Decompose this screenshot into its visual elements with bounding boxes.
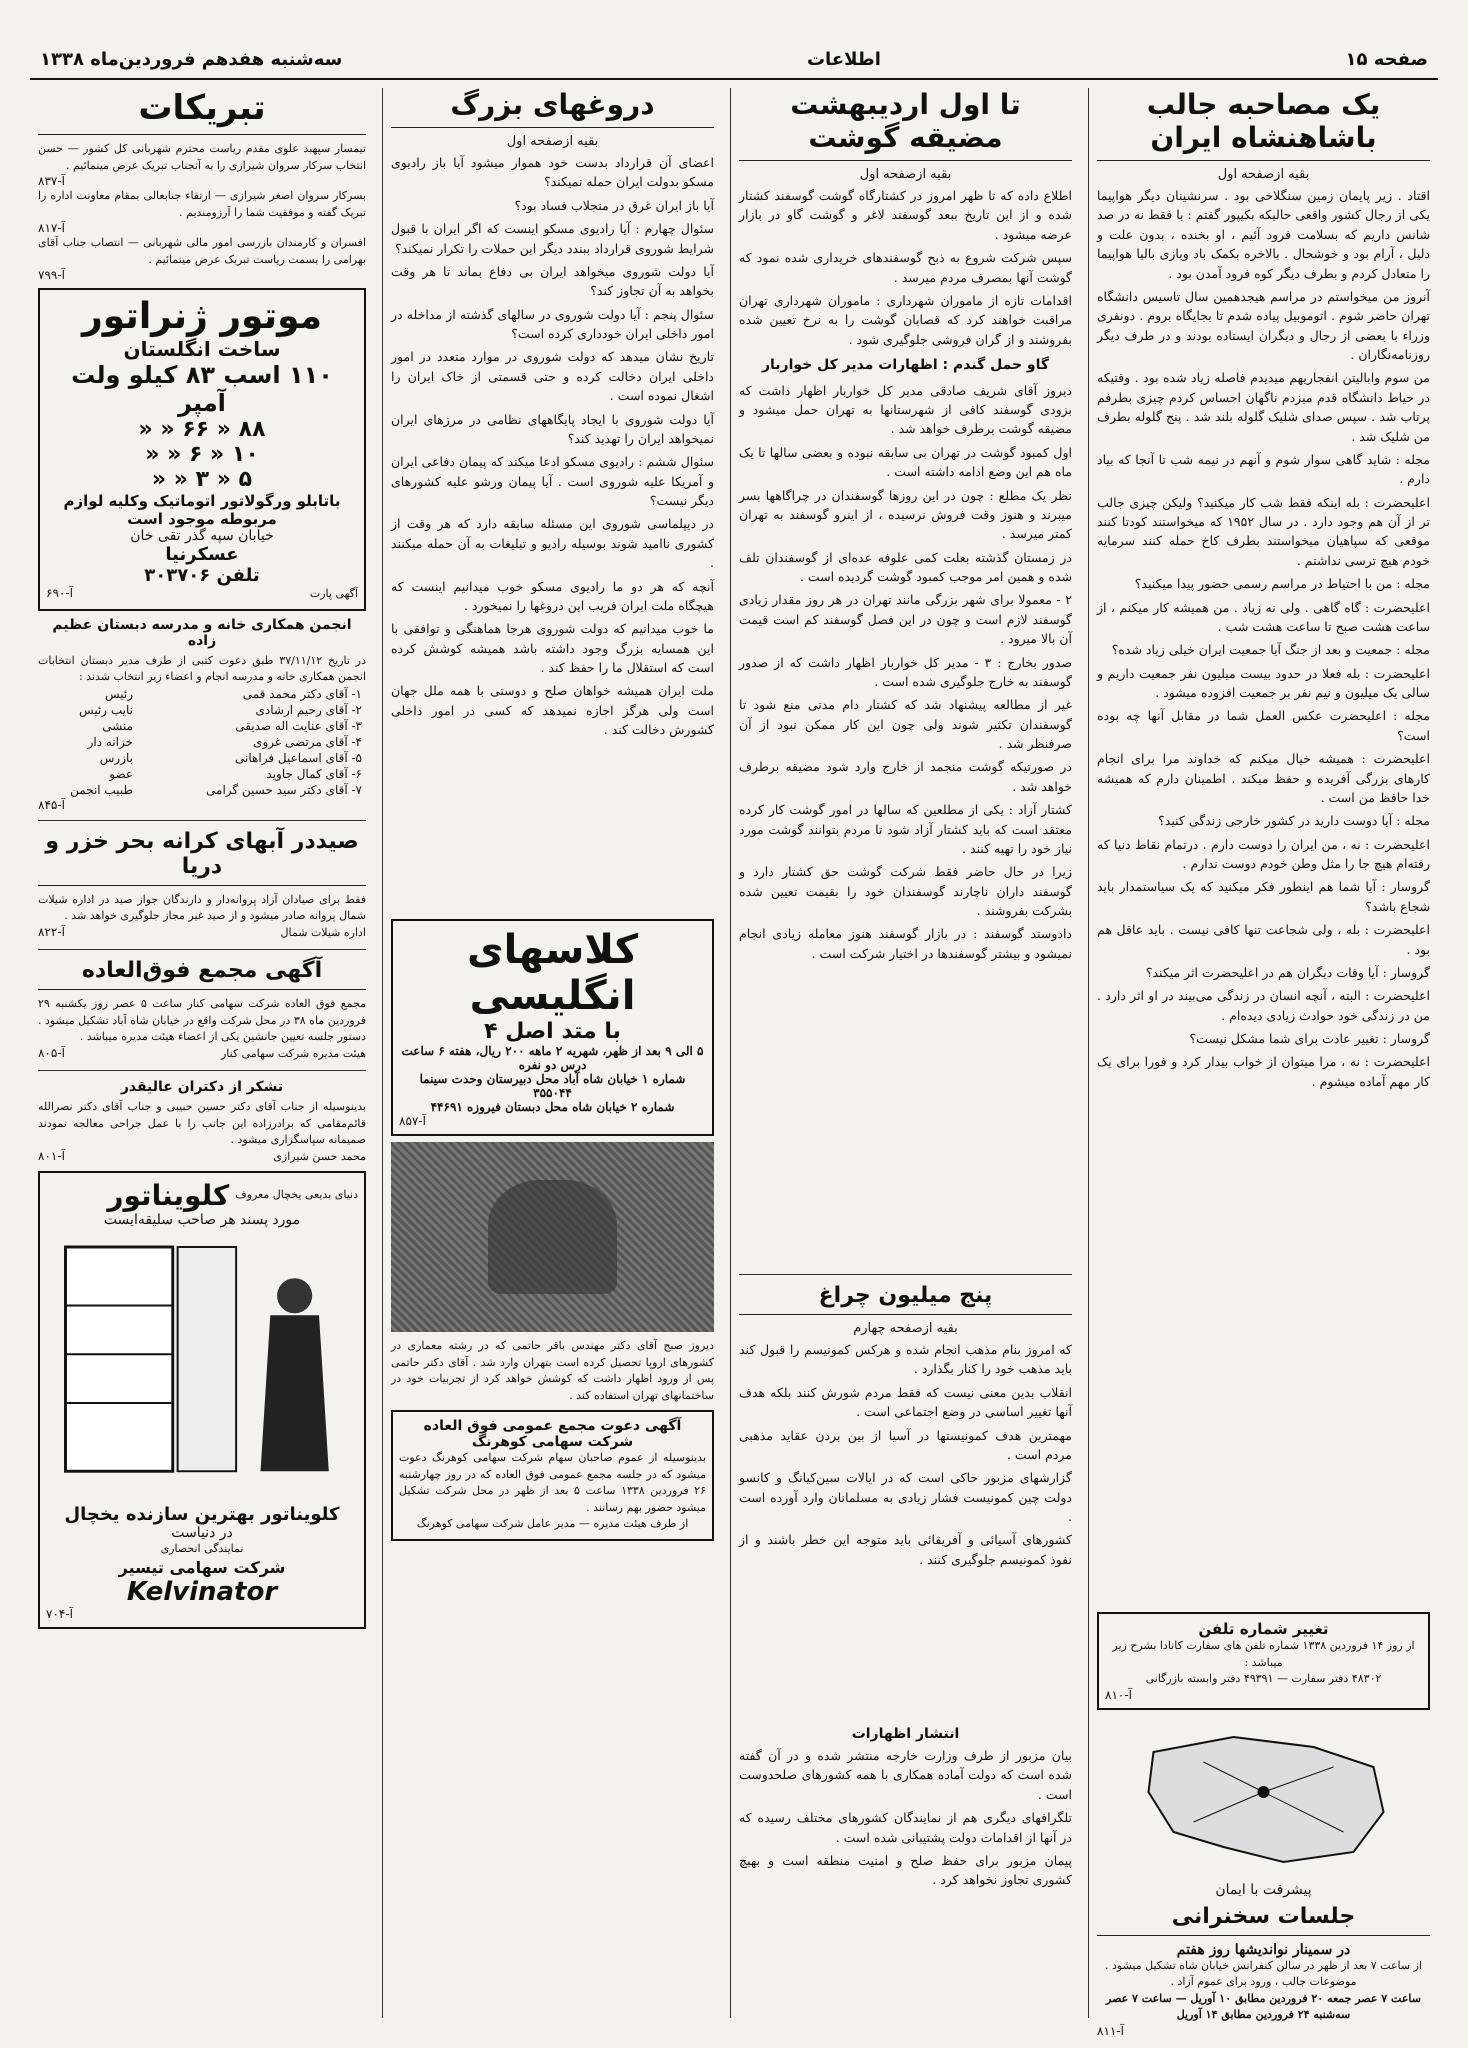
paragraph: بیان مزبور از طرف وزارت خارجه منتشر شده و در آن گفته شده است که دولت آماده همکاری با همه کشورهای صلحدوست است . xyxy=(739,1748,1072,1802)
refrigerator-illustration xyxy=(46,1234,358,1494)
paragraph: در زمستان گذشته بعلت کمی علوفه عده‌ای از گوسفندان تلف شده و همین امر موجب کمبود گوشت گردیده است . xyxy=(739,549,1072,585)
member-role: نایب رئیس xyxy=(79,702,134,717)
column-big-lies xyxy=(382,88,722,2018)
paragraph: گزارشهای مزبور حاکی است که در ایالات سین‌کیانگ و کانسو دولت چین کمونیست فشار زیادی به مسلمانان وارد آورده است . xyxy=(739,1470,1072,1524)
interview-kicker: بقیه ازصفحه اول xyxy=(1217,167,1310,182)
paragraph: مجله : اعلیحضرت عکس العمل شما در مقابل آنها چه بوده است؟ xyxy=(1097,708,1430,743)
map-caption: پیشرفت با ایمان xyxy=(1215,1881,1312,1898)
spec-row: ۱۰ « ۶ « « xyxy=(145,442,259,467)
paragraph: پیمان مزبور برای حفظ صلح و امنیت منطقه است و بهیچ کشوری تجاوز نخواهد کرد . xyxy=(739,1852,1072,1888)
table-row xyxy=(38,750,366,766)
paragraph: ما خوب میدانیم که دولت شوروی هرجا هماهنگی و توافقی با این همسایه بزرگ وجود داشته باشد همیشه کوشش کرده است که استقلال ما را حفظ کند . xyxy=(391,621,714,675)
fridge-body xyxy=(66,1247,173,1471)
photo-caption: دیروز صبح آقای دکتر مهندس باقر حاتمی که در رشته معماری در کشورهای اروپا تحصیل کرده است بتهران وارد شد . آقای دکتر حاتمی پس از ورود اظهار داشت که کوشش خواهد کرد از تجربیات خود در ساختمانهای تهران استفاده کند . xyxy=(391,1339,714,1402)
spec-row: ۱۱۰ اسب ۸۳ کیلو ولت آمپر xyxy=(71,361,333,417)
ad-subtitle: با متد اصل ۴ xyxy=(484,1019,621,1044)
paragraph: مجله : شاید گاهی سوار شوم و آنهم در نیمه شب تا آنجا که بیاد دارم . xyxy=(1097,451,1430,487)
paragraph: اعلیحضرت : بله اینکه فقط شب کار میکنید؟ ولیکن چیزی جالب تر از آن هم وجود دارد . در سال ۱۹۵۲ که میخواستند کودتا کنند موقعی که سپاهیان میخواستند بطرف کاخ حمله کنند سرمایه خودم هیچ ترسی نداشتم . xyxy=(1097,494,1430,568)
paragraph: در دیپلماسی شوروی این مسئله سابقه دارد که هر وقت از کشوری ناامید شوند بوسیله رادیو و تبلیغات به آن حمله میکنند . xyxy=(391,516,714,571)
divider xyxy=(38,949,366,950)
member-role: خزانه دار xyxy=(87,734,134,749)
paragraph: آنروز من میخواستم در مراسم هیجدهمین سال تاسیس دانشگاه تهران حاضر شوم . اتوموبیل پیاده شدم تا بجایگاه بروم . دونفری وزراء با بعضی از رجال و دیگران ایستاده بودند و در طرف دیگر روزنامه‌نگاران . xyxy=(1097,288,1430,362)
member-name: ۶- آقای کمال جاوید xyxy=(266,766,362,781)
divider xyxy=(38,1070,366,1071)
lies-body xyxy=(391,153,714,913)
phone-change-notice xyxy=(1097,1612,1430,1710)
paragraph: سئوال چهارم : آیا رادیوی مسکو اینست که اگر ایران با قبول شرایط شوروی قرارداد ببندد دیگر این حملات را تکرار نمیکند؟ xyxy=(391,221,714,256)
paper-name: اطلاعات xyxy=(806,48,881,70)
column-ads xyxy=(30,88,374,2018)
ad-code: آ-۸۵۷ xyxy=(399,1114,427,1128)
lamps-headline: پنج میلیون چراغ xyxy=(739,1283,1072,1315)
meeting-title: آگهی مجمع فوق‌العاده xyxy=(38,958,366,990)
school-title: انجمن همکاری خانه و مدرسه دبستان عظیم زاده xyxy=(52,616,352,649)
paragraph: آیا باز ایران غرق در منجلاب فساد بود؟ xyxy=(514,197,714,213)
meeting-sign: هیئت مدیره شرکت سهامی کنار xyxy=(220,1046,366,1060)
fridge-agent: نمایندگی انحصاری xyxy=(160,1542,244,1555)
member-role: رئیس xyxy=(104,686,134,701)
lies-headline: دروغهای بزرگ xyxy=(391,88,714,128)
paragraph: گروسار : تغییر عادت برای شما مشکل نیست؟ xyxy=(1189,1031,1430,1046)
greeting: بسرکار سروان اصغر شیرازی — ارتقاء جنابعالی بمقام معاونت اداره را تبریک گفته و موفقیت شما را آرزومندیم . xyxy=(38,189,366,219)
paragraph: اقدامات تازه از ماموران شهرداری : ماموران شهرداری تهران مراقبت خواهند کرد که قصابان گوشت را به نرخ تعیین شده بفروشند و از گران فروشی جلوگیری شود . xyxy=(739,292,1072,347)
member-role: عضو xyxy=(109,766,134,781)
lecture-sub: در سمینار نواندیشها روز هفتم xyxy=(1176,1941,1351,1958)
paragraph: غیر از مطالعه پیشنهاد شد که کشتار دام مدتی منع شود تا گوسفندان تکثیر شوند ولی چون این کار ممکن نبود از آن صرفنظر شد . xyxy=(739,697,1072,752)
ad-agency: آگهی پارت xyxy=(309,587,358,600)
paragraph: تاریخ نشان میدهد که دولت شوروی در موارد متعدد در امور داخلی ایران دخالت کرده و حتی قسمتی از خاک ایران را اشغال نموده است . xyxy=(391,349,714,404)
paragraph: اعلیحضرت : گاه گاهی . ولی نه زیاد . من همیشه کار میکنم ، از ساعت هشت صبح تا ساعت هشت شب . xyxy=(1097,599,1430,634)
fishing-text: فقط برای صیادان آزاد پروانه‌دار و دارندگان جواز صید در اداره شیلات شمال پروانه صادر میشود و از صید غیر مجاز جلوگیری خواهد شد . xyxy=(38,892,366,922)
thanks-text: بدینوسیله از جناب آقای دکتر حسین حبیبی و جناب آقای دکتر نصرالله قائم‌مقامی که برادرزاده این جانب را با عمل جراحی معالجه نمودند صمیمانه سپاسگزاری میشود . xyxy=(38,1100,366,1146)
paragraph: زیرا در حال حاضر فقط شرکت گوشت حق کشتار دارد و گوسفند داران ناچارند گوسفندان خود را بقیمت تعیین شده بشرکت بفروشند . xyxy=(739,864,1072,919)
ad-origin: ساخت انگلستان xyxy=(123,337,281,361)
meeting-text: مجمع فوق العاده شرکت سهامی کنار ساعت ۵ عصر روز یکشنبه ۲۹ فروردین ماه ۳۸ در محل شرکت واقع در خیابان شاه آباد تشکیل میشود . دستور جلسه تعیین جانشین یکی از اعضاء هیئت مدیره میباشد . xyxy=(38,997,367,1043)
ad-code: آ-۶۹۰ xyxy=(46,586,74,600)
paragraph: اول کمبود گوشت در تهران بی سابقه نبوده و بعضی سالها تا یک ماه هم این وضع ادامه داشته است . xyxy=(739,444,1072,480)
english-classes-ad xyxy=(391,919,714,1136)
table-row xyxy=(38,782,366,798)
paragraph: اعلیحضرت : همیشه خیال میکنم که خداوند مرا برای انجام کارهای بزرگی آفریده و حفظ میکند . اطمینان دارم که همیشه خدا حافظ من است . xyxy=(1097,751,1430,805)
statements-body xyxy=(739,1746,1072,1890)
paragraph: کشورهای آسیائی و آفریقائی باید متوجه این خطر باشند و از نفوذ کمونیسم جلوگیری کنند . xyxy=(739,1532,1072,1567)
table-row xyxy=(38,766,366,782)
member-name: ۱- آقای دکتر محمد قمی xyxy=(242,686,362,701)
fridge-line: کلویناتور بهترین سازنده یخچال xyxy=(64,1504,340,1525)
member-name: ۲- آقای رحیم ارشادی xyxy=(255,702,362,717)
notice-numbers: ۴۸۳۰۲ دفتر سفارت — ۴۹۳۹۱ دفتر وابسته بازرگانی xyxy=(1145,1672,1382,1685)
paragraph: دادوستد گوسفند : در بازار گوسفند هنوز معامله زیادی انجام نمیشود و بیشتر گوسفندها در اختیار شرکت است . xyxy=(739,926,1072,961)
paragraph: سئوال ششم : رادیوی مسکو ادعا میکند که پیمان دفاعی ایران و آمریکا علیه شوروی است . آیا پیمان ورشو علیه کشورهای دیگر نیست؟ xyxy=(391,454,714,508)
iran-map-illustration xyxy=(1097,1722,1430,1872)
greetings-headline: تبریکات xyxy=(38,88,366,135)
lamps-body xyxy=(739,1340,1072,1720)
ad-title: کلاسهای انگلیسی xyxy=(466,927,639,1019)
fishing-title: صیددر آبهای کرانه بحر خزر و دریا xyxy=(38,829,366,886)
paragraph: دیروز آقای شریف صادقی مدیر کل خواربار اظهار داشت که بزودی گوسفند کافی از شهرستانها به تهران حمل میشود و مضیقه گوشت برطرف خواهد شد . xyxy=(739,382,1072,437)
paragraph: مهمترین هدف کمونیستها در آسیا از بین بردن عقاید مذهبی مردم است . xyxy=(739,1427,1072,1462)
meat-kicker: بقیه ازصفحه اول xyxy=(859,167,952,182)
interview-body xyxy=(1097,186,1430,1606)
lies-kicker: بقیه ازصفحه اول xyxy=(506,134,599,149)
paragraph: مجله : من با احتیاط در مراسم رسمی حضور پیدا میکنید؟ xyxy=(1134,576,1430,592)
member-name: ۷- آقای دکتر سید حسین گرامی xyxy=(206,782,362,797)
paragraph: مجله : جمعیت و بعد از جنگ آیا جمعیت ایران خیلی زیاد شده؟ xyxy=(1111,642,1430,658)
paragraph: تلگرافهای دیگری هم از نمایندگان کشورهای مختلف رسیده که در آنها از اقدامات دولت پشتیبانی شده است . xyxy=(739,1810,1072,1845)
greeting: افسران و کارمندان بازرسی امور مالی شهربانی — انتصاب جناب آقای بهرامی را بسمت ریاست تبریک عرض مینمائیم . xyxy=(38,236,366,266)
paragraph: اعلیحضرت : بله ، ولی شجاعت تنها کافی نیست . باید عاقل هم بود . xyxy=(1097,922,1430,957)
lecture-text: از ساعت ۷ بعد از ظهر در سالن کنفرانس خیابان شاه تشکیل میشود . موضوعات جالب ، ورود برای عموم آزاد . xyxy=(1105,1958,1422,1988)
paragraph: اعضای آن قرارداد بدست خود هموار میشود آیا باز رادیوی مسکو بدولت ایران حمله نمیکند؟ xyxy=(391,155,714,190)
school-members-table xyxy=(38,686,366,798)
paragraph: آیا دولت شوروی با ایجاد پایگاههای نظامی در مرزهای ایران نمیخواهد ایران را تهدید کند؟ xyxy=(391,411,714,446)
ad-code: آ-۸۴۵ xyxy=(38,797,66,812)
paragraph: که امروز بنام مذهب انجام شده و هرکس کمونیسم را قبول کند باید مذهب خود را کنار بگذارد . xyxy=(739,1342,1072,1377)
spec-row: ۸۸ « ۶۶ « « xyxy=(138,417,266,442)
table-row xyxy=(38,718,366,734)
paragraph: اعلیحضرت : البته ، آنچه انسان در زندگی می‌بیند در او اثر دارد . من در زندگی خود حوادث زیادی دیده‌ام . xyxy=(1097,988,1430,1023)
figure-body xyxy=(261,1315,329,1471)
newspaper-page xyxy=(30,40,1438,2038)
paragraph: گروسار : آیا وفات دیگران هم در اعلیحضرت اثر میکند؟ xyxy=(1145,964,1430,980)
ad-code: آ-۸۱۷ xyxy=(38,221,66,235)
meat-headline: تا اول اردیبهشت مضیقه گوشت xyxy=(739,88,1072,161)
member-name: ۳- آقای عنایت اله صدیقی xyxy=(235,718,362,733)
ad-company: عسکرنیا xyxy=(165,544,239,565)
figure-head xyxy=(277,1278,312,1313)
paragraph: مجله : آیا دوست دارید در کشور خارجی زندگی کنید؟ xyxy=(1158,813,1430,829)
paragraph: گروسار : آیا شما هم اینطور فکر میکنید که یک سیاستمدار باید شجاع باشد؟ xyxy=(1097,879,1430,914)
notice-title: آگهی دعوت مجمع عمومی فوق العاده شرکت سهامی کوهرنگ xyxy=(423,1418,682,1450)
table-row xyxy=(38,734,366,750)
column-meat-shortage xyxy=(730,88,1080,2018)
lecture-times: ساعت ۷ عصر جمعه ۲۰ فروردین مطابق ۱۰ آوریل — ساعت ۷ عصر سه‌شنبه ۲۴ فروردین مطابق ۱۴ آوریل xyxy=(1106,1991,1421,2021)
paragraph: صدور بخارج : ۳ - مدیر کل خواربار اظهار داشت که از صدور گوسفند به خارج جلوگیری شده است . xyxy=(739,654,1073,689)
lecture-title: جلسات سخنرانی xyxy=(1097,1904,1430,1936)
paragraph: اطلاع داده که تا ظهر امروز در کشتارگاه گوشت گوسفند کشتار شده و از این تاریخ ببعد گوسفند لاغر و گوشت گاو در بازار عرضه میشود . xyxy=(739,188,1072,242)
paragraph: در صورتیکه گوشت منجمد از خارج وارد شود مضیقه برطرف خواهد شد . xyxy=(739,759,1072,794)
column-interview xyxy=(1088,88,1438,2038)
ad-phone: تلفن ۳۰۳۷۰۶ xyxy=(144,565,260,586)
fridge-door xyxy=(178,1247,237,1471)
kuhrang-meeting-notice xyxy=(391,1410,714,1541)
masthead xyxy=(30,40,1438,80)
member-role: منشی xyxy=(102,718,134,733)
notice-title: تغییر شماره تلفن xyxy=(1198,1620,1329,1638)
paragraph: انقلاب بدین معنی نیست که فقط مردم شورش کنند بلکه هدف آنها تغییر اساسی در وضع اجتماعی است . xyxy=(739,1384,1072,1420)
fridge-brand: کلویناتور xyxy=(107,1179,230,1212)
table-row xyxy=(38,702,366,718)
notice-sign: از طرف هیئت مدیره — مدیر عامل شرکت سهامی کوهرنگ xyxy=(416,1517,689,1530)
ad-line: شماره ۱ خیابان شاه آباد محل دبیرستان وحدت سینما ۳۵۵۰۴۴ xyxy=(419,1072,686,1100)
fridge-line: در دنیاست xyxy=(171,1525,233,1541)
spec-row: ۵ « ۳ « « xyxy=(151,467,253,492)
ad-code: آ-۷۹۹ xyxy=(38,268,66,282)
member-role: طبیب انجمن xyxy=(70,782,134,797)
paragraph: سپس شرکت شروع به ذبح گوسفندهای خریداری شده نمود که گوشت آنها بمصرف مردم میرسد . xyxy=(739,250,1072,285)
paragraph: اعلیحضرت : نه ، من ایران را دوست دارم . درتمام نقاط دنیا که رفته‌ام هیچ جا را مثل وطن خودم دوست ندارم . xyxy=(1097,836,1430,871)
school-text: در تاریخ ۳۷/۱۱/۱۲ طبق دعوت کتبی از طرف مدیر دبستان انتخابات انجمن همکاری خانه و مدرسه انجام و اعضاء زیر انتخاب شدند : xyxy=(38,653,367,683)
notice-text: از روز ۱۴ فروردین ۱۳۳۸ شماره تلفن های سفارت کانادا بشرح زیر میباشد : xyxy=(1112,1639,1415,1669)
fridge-line: دنیای بدیعی یخچال معروف xyxy=(235,1188,358,1202)
lamps-kicker: بقیه ازصفحه چهارم xyxy=(853,1321,958,1336)
greeting: تیمسار سپهبد علوی مقدم ریاست محترم شهربانی کل کشور — حسن انتخاب سرکار سروان شیرازی را به آنجناب تبریک عرض مینمائیم . xyxy=(38,142,366,172)
fridge-latin-logo: Kelvinator xyxy=(126,1576,278,1607)
paragraph: من سوم وابالیتن انفجاریهم میدیدم فاصله زیاد شده بود . وقتیکه در حیاط دانشگاه قدم میزدم ناگهان احساس کردم چیزی بطرفم پرتاب شد . سپس صدای شلیک گلوله بلند شد . پنج گلوله بطرف من شلیک شد . xyxy=(1097,370,1430,444)
paragraph: آنچه که هر دو ما رادیوی مسکو خوب میدانیم اینست که هیچگاه ملت ایران فریب این دروغها را نمیخورد . xyxy=(391,578,714,613)
divider xyxy=(38,820,366,821)
paragraph-subhead: گاو حمل گندم : اظهارات مدیر کل خواربار xyxy=(761,357,1050,373)
ad-line: ۵ الی ۹ بعد از ظهر، شهریه ۲ ماهه ۲۰۰ ریال، هفته ۶ ساعت درس دو نفره xyxy=(401,1044,704,1072)
ad-code: آ-۸۲۲ xyxy=(38,924,66,939)
ad-code: آ-۷۰۴ xyxy=(46,1606,74,1621)
ad-address: خیابان سپه گذر تقی خان xyxy=(130,528,274,544)
fridge-line: مورد پسند هر صاحب سلیقه‌ایست xyxy=(103,1212,301,1228)
thanks-sign: محمد حسن شیرازی xyxy=(273,1149,366,1163)
paragraph: اقتاد . زیر پایمان زمین سنگلاخی بود . سرنشینان دیگر هواپیما یکی از رجال کشور واقعی حالیکه بکیپور گفتم : با فقط نه در صد شانس داریم که بسلامت فرود آئیم ، او بخنده ، بدون علت و دلیل ، آرام بود و خوشحال . بالاخره بکمک باد وبازی بالیا هواپیما را متعادل کردم و بطرف دیگر کوه فرود آمدن بود . xyxy=(1097,188,1430,281)
notice-text: بدینوسیله از عموم صاحبان سهام شرکت سهامی کوهرنگ دعوت میشود که در جلسه مجمع عمومی فوق العاده که در روز چهارشنبه ۲۶ فروردین ۱۳۳۸ ساعت ۵ بعد از ظهر در محل شرکت تشکیل میشود حضور بهم رسانند . xyxy=(399,1451,706,1514)
paragraph: آیا دولت شوروی میخواهد ایران بی دفاع بماند تا هر وقت بخواهد به آن تجاوز کند؟ xyxy=(391,263,714,299)
ad-extra: باتابلو ورگولاتور اتوماتیک وکلیه لوازم مربوطه موجود است xyxy=(63,492,341,528)
interview-headline: یک مصاحبه جالب باشاهنشاه ایران xyxy=(1097,88,1430,161)
page-number: صفحه ۱۵ xyxy=(1345,48,1428,70)
ad-code: آ-۸۰۱ xyxy=(38,1148,66,1163)
paragraph: نظر یک مطلع : چون در این روزها گوسفندان در چراگاهها بسر میبرند و هنوز وقت فروش نرسیده ، از اینرو گوسفند به تهران کمتر میرسد . xyxy=(739,487,1072,542)
meat-body xyxy=(739,186,1072,1266)
member-role: بازرس xyxy=(99,750,134,765)
paragraph: کشتار آزاد : یکی از مطلعین که سالها در امور گوشت کار کرده معتقد است که باید کشتار آزاد شود تا مردم بتوانند گوشت مورد نیاز خود را تهیه کنند . xyxy=(739,802,1072,856)
ad-code: آ-۸۱۱ xyxy=(1097,2023,1125,2038)
fridge-company: شرکت سهامی تیسیر xyxy=(118,1557,286,1577)
ad-line: شماره ۲ خیابان شاه محل دبستان فیروزه ۴۴۶۹۱ xyxy=(430,1100,675,1114)
ad-code: آ-۸۰۵ xyxy=(38,1045,66,1060)
issue-date: سه‌شنبه هفدهم فروردین‌ماه ۱۳۳۸ xyxy=(40,48,343,70)
divider xyxy=(739,1274,1072,1275)
member-name: ۴- آقای مرتضی غروی xyxy=(253,734,362,749)
generator-ad xyxy=(38,288,366,611)
news-photo xyxy=(391,1142,714,1332)
ad-code: آ-۸۳۷ xyxy=(38,174,66,188)
kelvinator-ad xyxy=(38,1171,366,1629)
ad-code: آ-۸۱۰ xyxy=(1105,1687,1133,1702)
paragraph: اعلیحضرت : بله فعلا در حدود بیست میلیون نفر جمعیت داریم و سالی یک میلیون و نیم نفر بر جمعیت افزوده میشود . xyxy=(1097,665,1430,700)
map-outline xyxy=(1149,1737,1384,1862)
paragraph: ۲ - معمولا برای شهر بزرگی مانند تهران در هر روز مقدار زیادی گوسفند لازم است و چون در این فصل گوسفند کم است قیمت آن بالا میرود . xyxy=(739,592,1072,647)
paragraph: سئوال پنجم : آیا دولت شوروی در سالهای گذشته از مداخله در امور داخلی ایران خودداری کرده است؟ xyxy=(391,306,714,341)
ad-title: موتور ژنراتور xyxy=(82,296,322,337)
fishing-sign: اداره شیلات شمال xyxy=(280,925,366,939)
member-name: ۵- آقای اسماعیل فراهانی xyxy=(235,750,362,765)
table-row xyxy=(38,686,366,702)
statements-subhead: انتشار اظهارات xyxy=(851,1726,960,1742)
paragraph: اعلیحضرت : نه ، مرا میتوان از خواب بیدار کرد و فورا برای یک کار مهم آماده میشوم . xyxy=(1097,1054,1430,1089)
thanks-title: تشکر از دکتران عالیقدر xyxy=(120,1079,284,1095)
paragraph: ملت ایران همیشه خواهان صلح و دوستی با همه ملل جهان است ولی هرگز اجازه نمیدهد که کسی در امور داخلی کشورش دخالت کند . xyxy=(391,683,714,738)
